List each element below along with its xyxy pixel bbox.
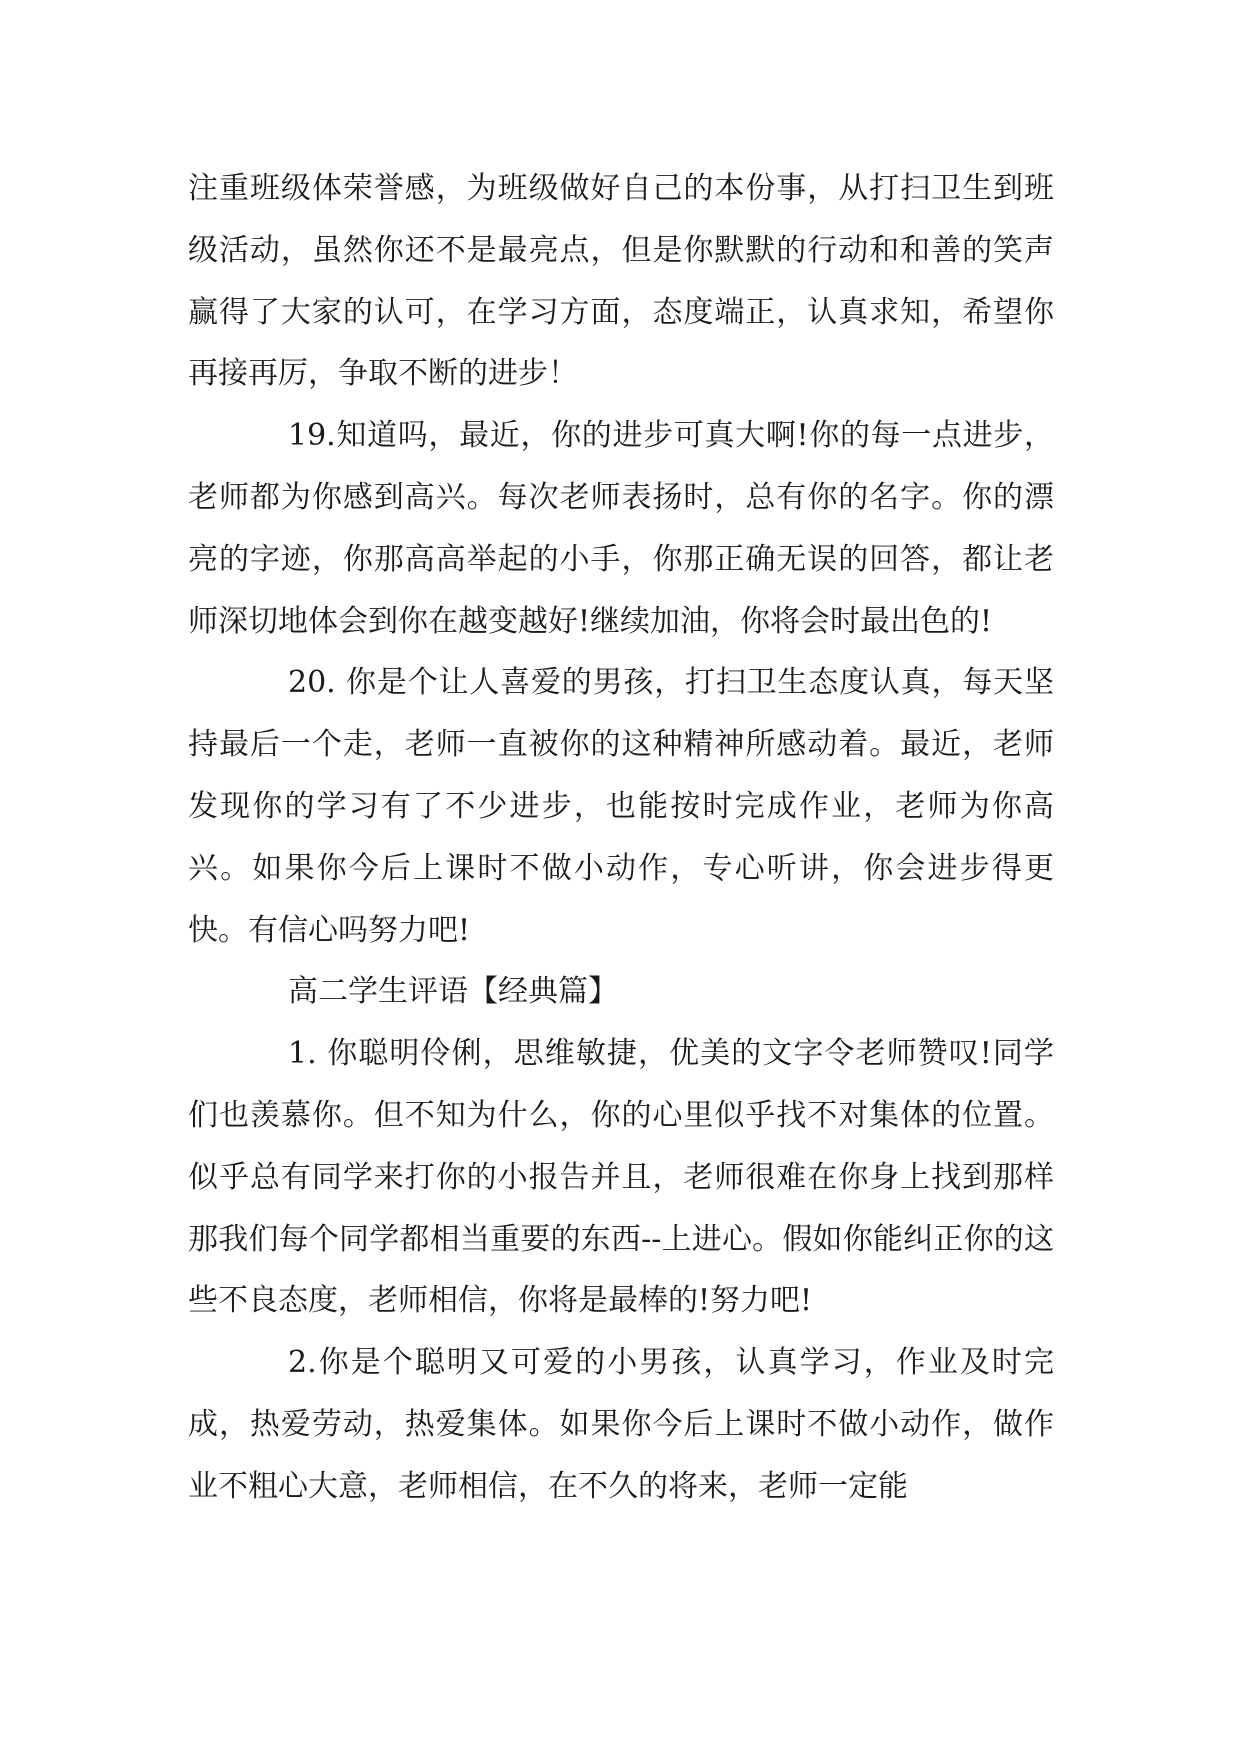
paragraph-2: 2.你是个聪明又可爱的小男孩，认真学习，作业及时完成，热爱劳动，热爱集体。如果你今后上课时不做小动作，做作业不粗心大意，老师相信，在不久的将来，老师一定能 — [188, 1345, 1054, 1504]
paragraph-20: 20. 你是个让人喜爱的男孩，打扫卫生态度认真，每天坚持最后一个走，老师一直被你的这种精神所感动着。最近，老师发现你的学习有了不少进步，也能按时完成作业，老师为你高兴。如果你今后上课时不做小动作，专心听讲，你会进步得更快。有信心吗努力吧! — [188, 665, 1054, 948]
paragraph-1: 1. 你聪明伶俐，思维敏捷，优美的文字令老师赞叹!同学们也羡慕你。但不知为什么，你的心里似乎找不对集体的位置。似乎总有同学来打你的小报告并且，老师很难在你身上找到那样那我们每个同学都相当重要的东西--上进心。假如你能纠正你的这些不良态度，老师相信，你将是最棒的!努力吧! — [188, 1036, 1054, 1319]
paragraph-continued: 注重班级体荣誉感，为班级做好自己的本份事，从打扫卫生到班级活动，虽然你还不是最亮点，但是你默默的行动和和善的笑声赢得了大家的认可，在学习方面，态度端正，认真求知，希望你再接再厉，争取不断的进步！ — [188, 171, 1054, 392]
paragraph-19: 19.知道吗，最近，你的进步可真大啊!你的每一点进步，老师都为你感到高兴。每次老师表扬时，总有你的名字。你的漂亮的字迹，你那高高举起的小手，你那正确无误的回答，都让老师深切地体会到你在越变越好!继续加油，你将会时最出色的! — [188, 418, 1054, 639]
document-body — [188, 158, 1054, 1518]
section-heading: 高二学生评语【经典篇】 — [288, 974, 618, 1010]
